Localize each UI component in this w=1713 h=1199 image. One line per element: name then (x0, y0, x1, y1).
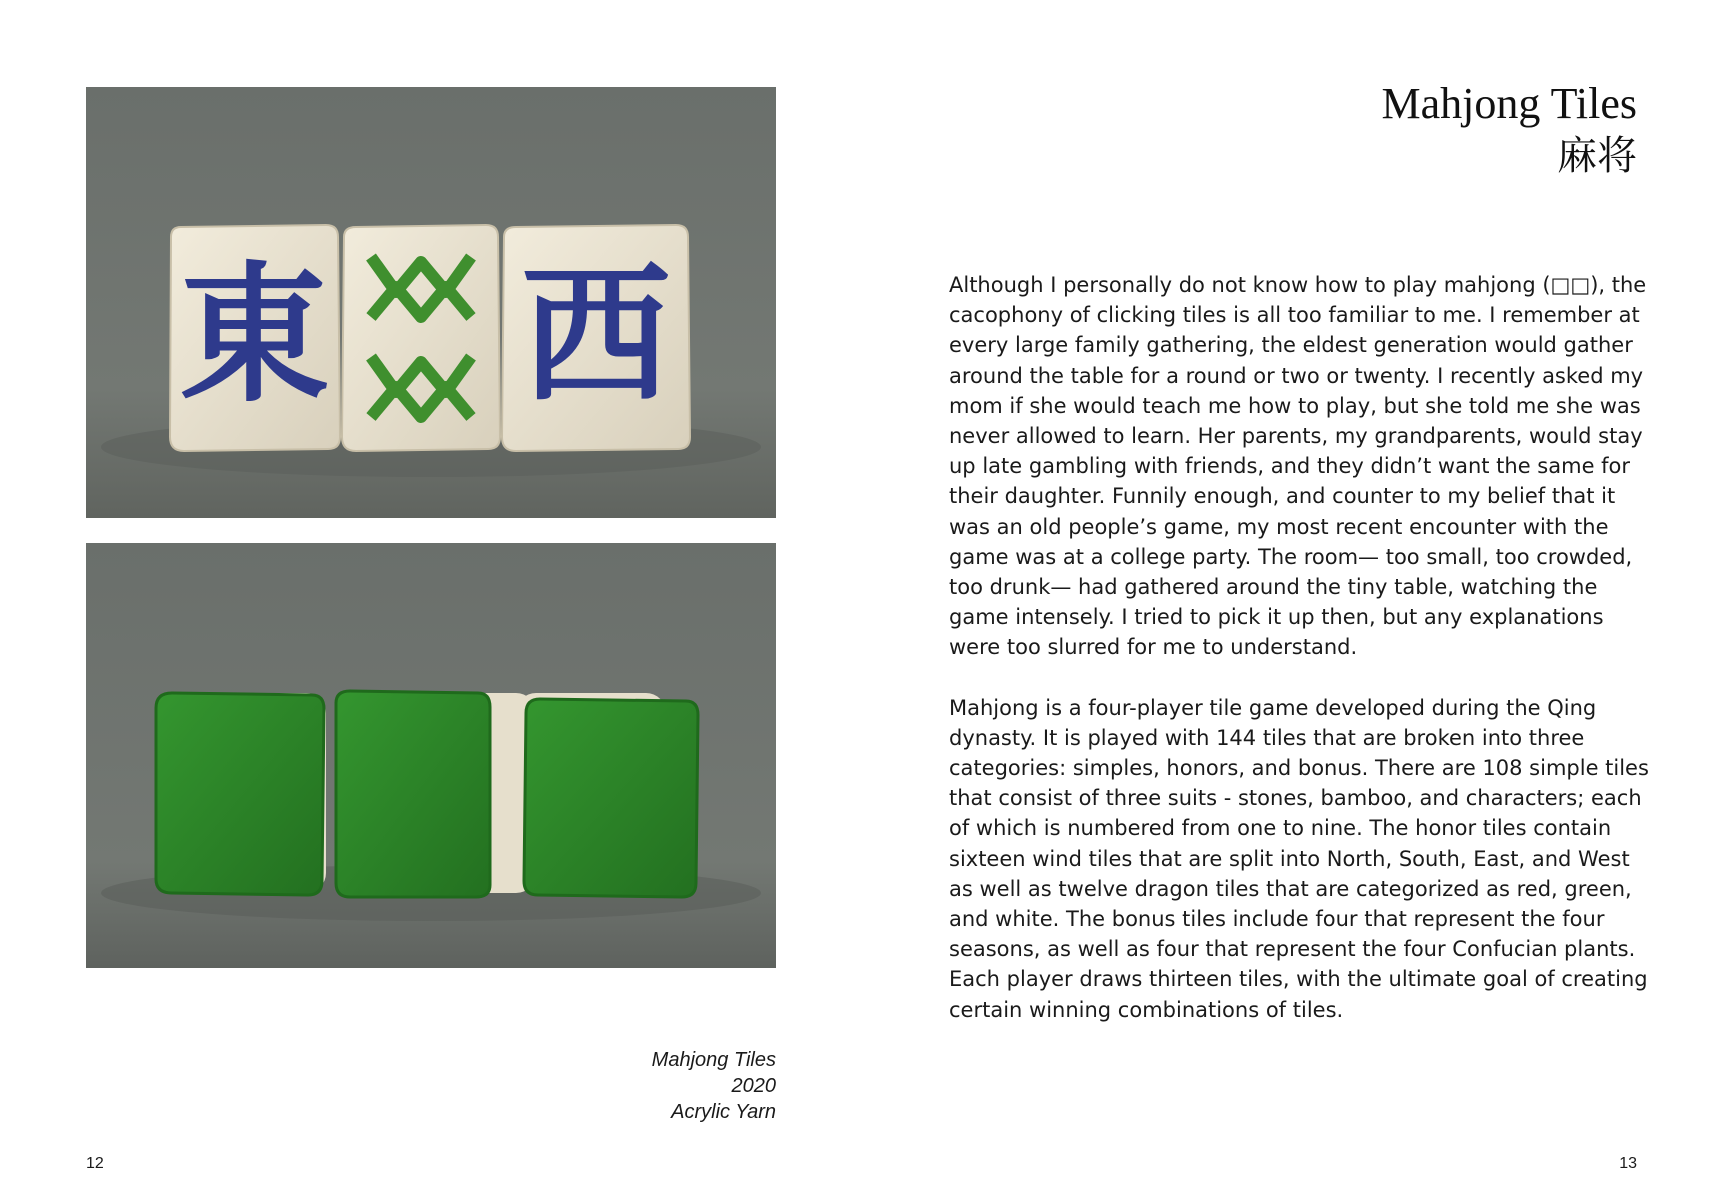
page-number-right: 13 (1619, 1155, 1637, 1172)
page-title-chinese: 麻将 (1557, 133, 1637, 179)
caption-medium: Acrylic Yarn (671, 1101, 776, 1123)
tile-back-1 (156, 693, 324, 895)
tile-bamboo (342, 225, 500, 451)
page-title: Mahjong Tiles (1381, 79, 1637, 128)
left-page (0, 0, 856, 1199)
paragraph: Mahjong is a four-player tile game developed during the Qing dynasty. It is played with 144 tiles that are broken into three categories: simples, honors, and bonus. There are 108 simple tiles that consist of three suits - stones, bamboo, and characters; each of which is numbered from one to nine. The honor tiles contain sixteen wind tiles that are split into North, South, East, and West as well as twelve dragon tiles that are categorized as red, green, and white. The bonus tiles include four that represent the four seasons, as well as four that represent the four Confucian plants. Each player draws thirteen tiles, with the ultimate goal of creating certain winning combinations of tiles. (949, 695, 1649, 1022)
caption-year: 2020 (731, 1075, 776, 1097)
photo-knitted-tiles-back (86, 543, 776, 968)
caption-title: Mahjong Tiles (651, 1049, 776, 1071)
tile-back-3 (524, 699, 698, 897)
body-text (949, 270, 1659, 1055)
photo-knitted-tiles-front (86, 87, 776, 518)
svg-text:東: 東 (178, 249, 330, 423)
page-number-left: 12 (86, 1155, 104, 1172)
tile-west (502, 225, 690, 451)
tile-back-2 (336, 691, 490, 897)
svg-text:西: 西 (520, 249, 672, 423)
title-block (1381, 78, 1637, 182)
paragraph: Although I personally do not know how to play mahjong (□□), the cacophony of clicking tiles is all too familiar to me. I remember at every large family gathering, the eldest generation would gather around the table for a round or two or twenty. I recently asked my mom if she would teach me how to play, but she told me she was never allowed to learn. Her parents, my grandparents, would stay up late gambling with friends, and they didn’t want the same for their daughter. Funnily enough, and counter to my belief that it was an old people’s game, my most recent encounter with the game was at a college party. The room— too small, too crowded, too drunk— had gathered around the tiny table, watching the game intensely. I tried to pick it up then, but any explanations were too slurred for me to understand. (949, 273, 1647, 660)
right-page (856, 0, 1713, 1199)
tile-east (170, 225, 340, 451)
artwork-caption (652, 1047, 776, 1125)
